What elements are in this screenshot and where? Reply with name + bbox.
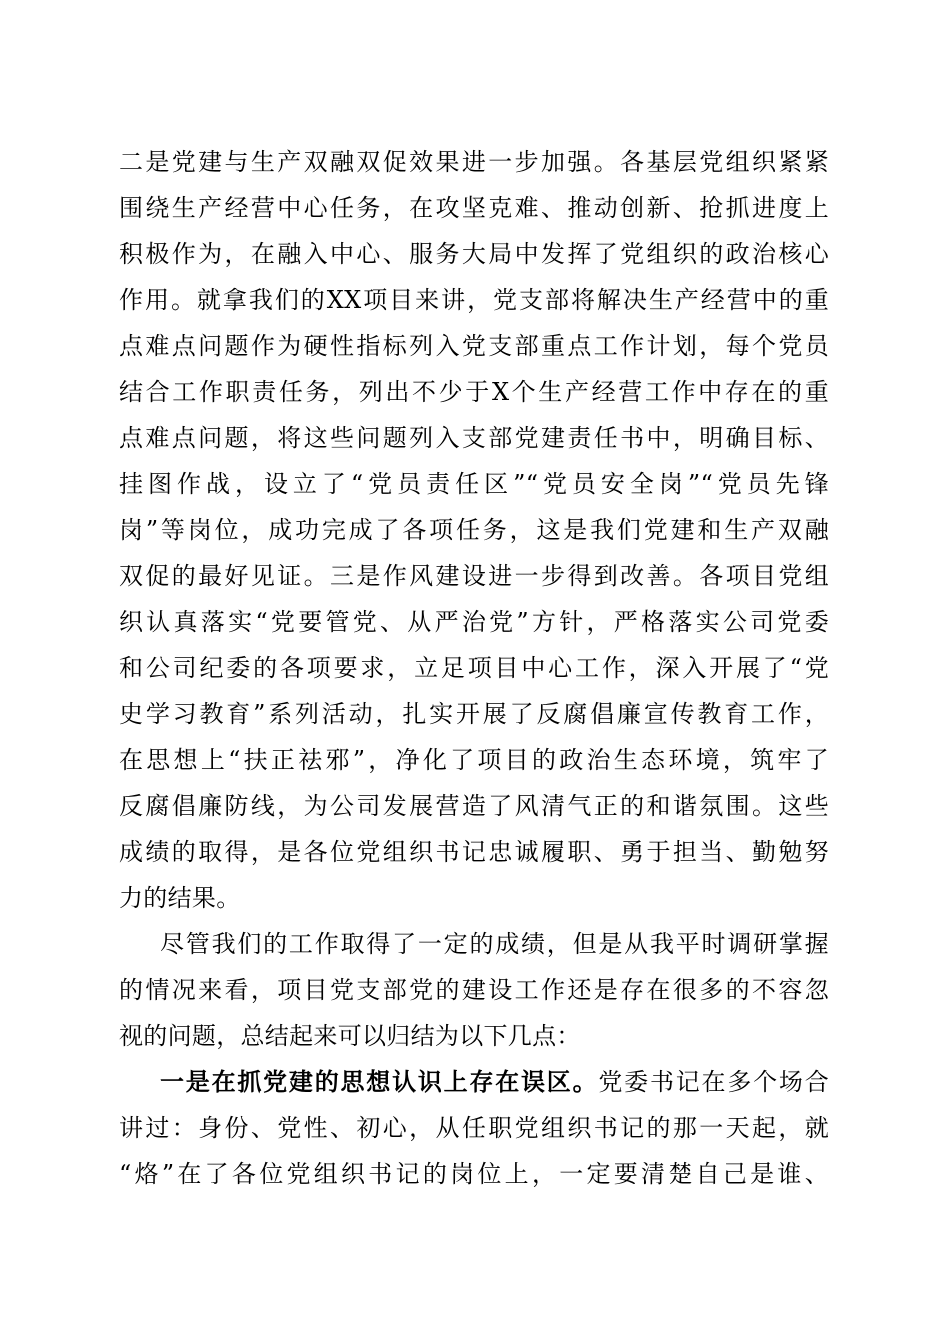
paragraph-1-line-3: 积极作为，在融入中心、服务大局中发挥了党组织的政治核心: [119, 240, 829, 268]
paragraph-2-line-3: 视的问题，总结起来可以归结为以下几点：: [119, 1022, 581, 1050]
paragraph-1-line-7: 点难点问题，将这些问题列入支部党建责任书中，明确目标、: [119, 424, 829, 452]
paragraph-1-line-2: 围绕生产经营中心任务，在攻坚克难、推动创新、抢抓进度上: [119, 194, 829, 222]
paragraph-3-heading: 一是在抓党建的思想认识上存在误区。: [160, 1068, 599, 1096]
paragraph-1-line-8: 挂图作战，设立了“党员责任区”“党员安全岗”“党员先锋: [119, 470, 829, 498]
paragraph-1-line-9: 岗”等岗位，成功完成了各项任务，这是我们党建和生产双融: [119, 516, 829, 544]
paragraph-1-line-10: 双促的最好见证。三是作风建设进一步得到改善。各项目党组: [119, 562, 829, 590]
paragraph-1-line-5: 点难点问题作为硬性指标列入党支部重点工作计划，每个党员: [119, 332, 829, 360]
paragraph-1-line-14: 在思想上“扶正祛邪”，净化了项目的政治生态环境，筑牢了: [119, 746, 829, 774]
paragraph-3-first-rest: 党委书记在多个场合: [598, 1068, 829, 1096]
paragraph-1-line-15: 反腐倡廉防线，为公司发展营造了风清气正的和谐氛围。这些: [119, 792, 829, 820]
paragraph-3-line-1: [160, 1062, 829, 1102]
paragraph-1-line-16: 成绩的取得，是各位党组织书记忠诚履职、勇于担当、勤勉努: [119, 838, 829, 866]
paragraph-1-line-11: 织认真落实“党要管党、从严治党”方针，严格落实公司党委: [119, 608, 829, 636]
paragraph-2-line-1: 尽管我们的工作取得了一定的成绩，但是从我平时调研掌握: [160, 930, 829, 958]
paragraph-3-line-3: “烙”在了各位党组织书记的岗位上，一定要清楚自己是谁、: [119, 1160, 829, 1188]
paragraph-1-line-12: 和公司纪委的各项要求，立足项目中心工作，深入开展了“党: [119, 654, 829, 682]
paragraph-1-line-4: 作用。就拿我们的XX项目来讲，党支部将解决生产经营中的重: [119, 286, 829, 314]
paragraph-2-line-2: 的情况来看，项目党支部党的建设工作还是存在很多的不容忽: [119, 976, 829, 1004]
paragraph-1-line-6: 结合工作职责任务，列出不少于X个生产经营工作中存在的重: [119, 378, 829, 406]
paragraph-3-line-2: 讲过：身份、党性、初心，从任职党组织书记的那一天起，就: [119, 1114, 829, 1142]
paragraph-1-line-1: 二是党建与生产双融双促效果进一步加强。各基层党组织紧紧: [119, 148, 829, 176]
paragraph-1-line-13: 史学习教育”系列活动，扎实开展了反腐倡廉宣传教育工作，: [119, 700, 829, 728]
paragraph-1-line-17: 力的结果。: [119, 884, 241, 912]
